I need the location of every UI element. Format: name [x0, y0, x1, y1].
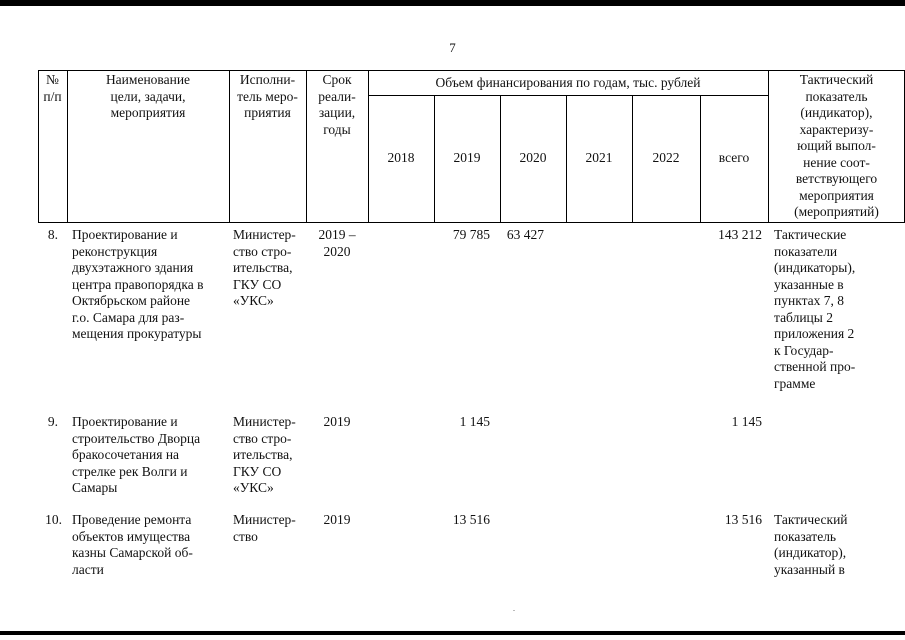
row-9-executor: Министер- ство стро- ительства, ГКУ СО «УКС»	[233, 414, 296, 495]
row-8-term: 2019 – 2020	[318, 227, 356, 259]
header-indicator: Тактический показатель (индикатор), характеризу- ющий выпол- нение соот- ветствующего мероприятия (мероприятий)	[794, 72, 879, 219]
scan-speck	[513, 610, 515, 611]
row-8-indicator: Тактические показатели (индикаторы), указанные в пунктах 7, 8 таблицы 2 приложения 2 к Государ- ственной про- грамме	[774, 227, 856, 391]
top-border	[0, 0, 905, 6]
row-10-term: 2019	[323, 512, 351, 527]
row-8-executor: Министер- ство стро- ительства, ГКУ СО «УКС»	[233, 227, 296, 308]
row-8-2020: 63 427	[506, 227, 544, 242]
row-9-name: Проектирование и строительство Дворца бракосочетания на стрелке рек Волги и Самары	[72, 414, 201, 495]
row-8-num: 8.	[47, 227, 58, 242]
header-year-2021: 2021	[585, 150, 613, 165]
row-10-num: 10.	[45, 512, 62, 527]
header-name: Наименование цели, задачи, мероприятия	[105, 72, 191, 120]
row-9-total: 1 145	[731, 414, 762, 429]
funding-header-divider	[368, 95, 768, 96]
row-10-2019: 13 516	[452, 512, 490, 527]
row-10-name: Проведение ремонта объектов имущества казны Самарской об- ласти	[72, 512, 193, 577]
header-total: всего	[718, 150, 750, 165]
page-number: 7	[449, 40, 456, 55]
header-num: № п/п	[43, 72, 62, 104]
header-bottom-line	[38, 222, 905, 223]
row-8-total: 143 212	[718, 227, 762, 242]
header-year-2019: 2019	[453, 150, 481, 165]
header-year-2020: 2020	[519, 150, 547, 165]
row-9-num: 9.	[47, 414, 58, 429]
header-term: Срок реали- зации, годы	[318, 72, 356, 137]
row-10-total: 13 516	[724, 512, 762, 527]
bottom-border	[0, 631, 905, 635]
col-divider	[368, 70, 369, 223]
header-year-2018: 2018	[387, 150, 415, 165]
header-funding: Объем финансирования по годам, тыс. рублей	[435, 75, 701, 90]
row-10-indicator: Тактический показатель (индикатор), указанный в	[774, 512, 848, 577]
header-year-2022: 2022	[652, 150, 680, 165]
header-executor: Исполни- тель меро- приятия	[237, 72, 298, 120]
row-10-executor: Министер- ство	[233, 512, 296, 544]
row-8-name: Проектирование и реконструкция двухэтажного здания центра правопорядка в Октябрьском районе г.о. Самара для раз- мещения прокуратуры	[72, 227, 204, 341]
row-8-2019: 79 785	[452, 227, 490, 242]
row-9-2019: 1 145	[459, 414, 490, 429]
row-9-term: 2019	[323, 414, 351, 429]
